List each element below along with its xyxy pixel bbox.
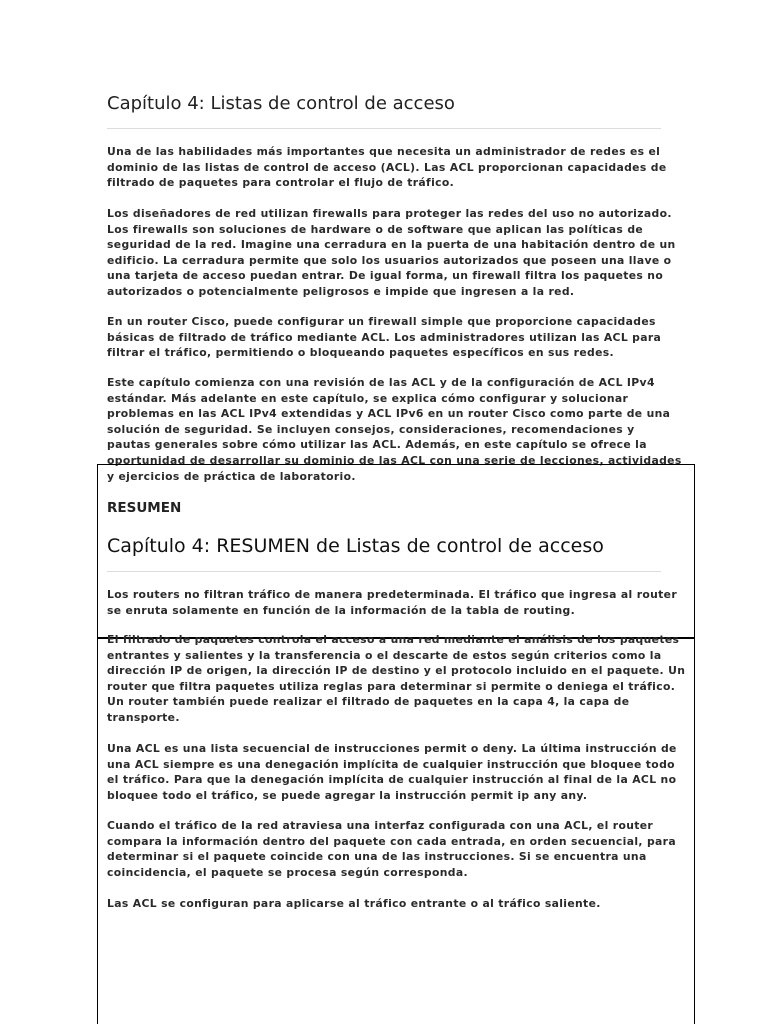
summary-paragraph-5: Las ACL se configuran para aplicarse al tráfico entrante o al tráfico saliente.: [107, 897, 601, 910]
summary-label: RESUMEN: [107, 500, 182, 516]
summary-paragraph-3: Una ACL es una lista secuencial de instrucciones permit o deny. La última instrucción de una ACL siempre es una denegación implícita de cualquier instrucción que bloquee todo el tráfico. Para que la denegación implícita de cualquier instrucción al final de la ACL no bloquee todo el tráfico, se puede agregar la instrucción permit ip any any.: [107, 742, 677, 802]
title-divider: [107, 128, 661, 129]
summary-paragraph-2: El filtrado de paquetes controla el acceso a una red mediante el análisis de los paquetes entrantes y salientes y la transferencia o el descarte de estos según criterios como la dirección IP de origen, la dirección IP de destino y el protocolo incluido en el paquete. Un router que filtra paquetes utiliza reglas para determinar si permite o deniega el tráfico. Un router también puede realizar el filtrado de paquetes en la capa 4, la capa de transporte.: [107, 633, 686, 724]
intro-paragraph-3: En un router Cisco, puede configurar un firewall simple que proporcione capacidades básicas de filtrado de tráfico mediante ACL. Los administradores utilizan las ACL para filtrar el tráfico, permitiendo o bloqueando paquetes específicos en sus redes.: [107, 315, 662, 360]
chapter-title: Capítulo 4: Listas de control de acceso: [107, 93, 455, 114]
summary-paragraph-1: Los routers no filtran tráfico de manera predeterminada. El tráfico que ingresa al router se enruta solamente en función de la información de la tabla de routing.: [107, 588, 678, 617]
summary-title: Capítulo 4: RESUMEN de Listas de control de acceso: [107, 535, 604, 557]
intro-paragraph-1: Una de las habilidades más importantes que necesita un administrador de redes es el dominio de las listas de control de acceso (ACL). Las ACL proporcionan capacidades de filtrado de paquetes para controlar el flujo de tráfico.: [107, 145, 667, 190]
summary-divider: [107, 571, 661, 572]
summary-paragraph-4: Cuando el tráfico de la red atraviesa una interfaz configurada con una ACL, el router compara la información dentro del paquete con cada entrada, en orden secuencial, para determinar si el paquete coincide con una de las instrucciones. Si se encuentra una coincidencia, el paquete se procesa según corresponda.: [107, 819, 676, 879]
intro-paragraph-4: Este capítulo comienza con una revisión de las ACL y de la configuración de ACL IPv4 estándar. Más adelante en este capítulo, se explica cómo configurar y solucionar problemas en las ACL IPv4 extendidas y ACL IPv6 en un router Cisco como parte de una solución de seguridad. Se incluyen consejos, consideraciones, recomendaciones y pautas generales sobre cómo utilizar las ACL. Además, en este capítulo se ofrece la oportunidad de desarrollar su dominio de las ACL con una serie de lecciones, actividades y ejercicios de práctica de laboratorio.: [107, 376, 682, 483]
intro-paragraph-2: Los diseñadores de red utilizan firewalls para proteger las redes del uso no autorizado. Los firewalls son soluciones de hardware o de software que aplican las políticas de seguridad de la red. Imagine una cerradura en la puerta de una habitación dentro de un edificio. La cerradura permite que solo los usuarios autorizados que poseen una llave o una tarjeta de acceso puedan entrar. De igual forma, un firewall filtra los paquetes no autorizados o potencialmente peligrosos e impide que ingresen a la red.: [107, 207, 676, 298]
